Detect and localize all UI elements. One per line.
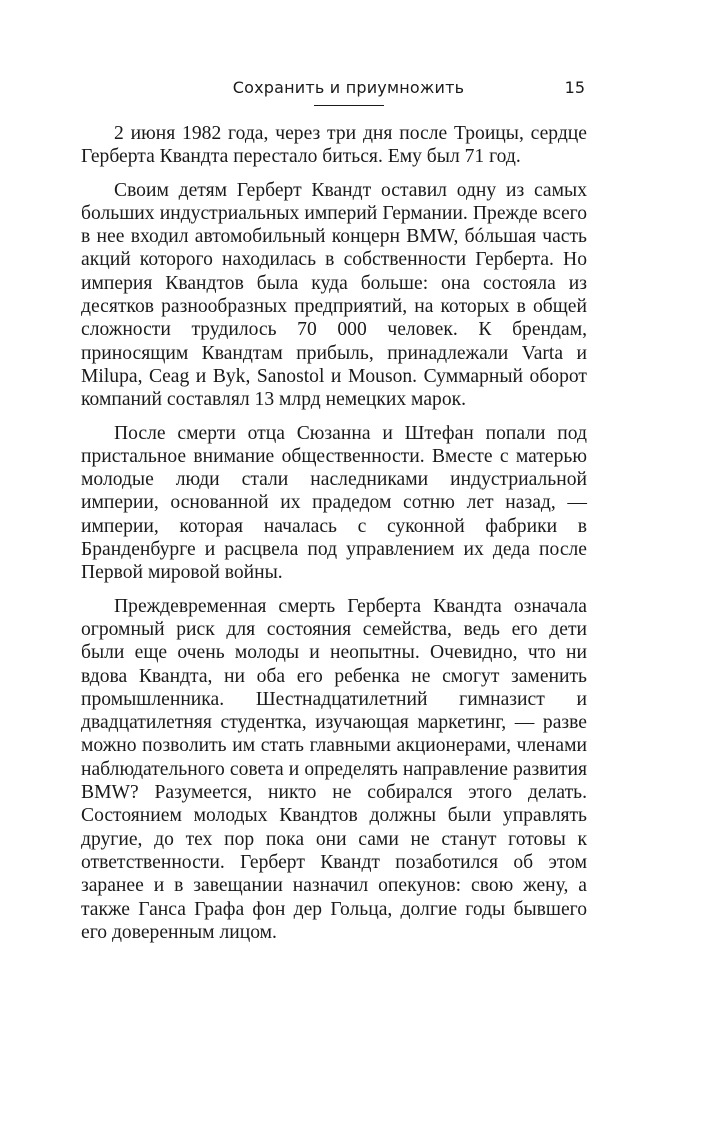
body-text: [81, 122, 587, 954]
header-rule: [314, 105, 384, 106]
paragraph: Своим детям Герберт Квандт оставил одну из самых больших индустриальных империй Германии. Прежде всего в нее входил автомобильный концерн BMW, бóльшая часть акций которого находилась в собственности Герберта. Но империя Квандтов была куда больше: она состояла из десятков разнообразных предприятий, на которых в общей сложности трудилось 70 000 человек. К брендам, приносящим Квандтам прибыль, принадлежали Varta и Milupa, Ceag и Byk, Sanostol и Mouson. Суммарный оборот компаний составлял 13 млрд немецких марок.: [81, 179, 587, 411]
running-header: [112, 78, 585, 110]
paragraph: 2 июня 1982 года, через три дня после Троицы, сердце Герберта Квандта перестало биться. Ему был 71 год.: [81, 123, 587, 168]
paragraph: Преждевременная смерть Герберта Квандта означала огромный риск для состояния семейства, ведь его дети были еще очень молоды и неопытны. Очевидно, что ни вдова Квандта, ни оба его ребенка не смогут заменить промышленника. Шестнадцатилетний гимназист и двадцатилетняя студентка, изучающая маркетинг, — разве можно позволить им стать главными акционерами, членами наблюдательного совета и определять направление развития BMW? Разумеется, никто не собирался этого делать. Состоянием молодых Квандтов должны были управлять другие, до тех пор пока они сами не станут готовы к ответственности. Герберт Квандт позаботился об этом заранее и в завещании назначил опекунов: свою жену, а также Ганса Графа фон дер Гольца, долгие годы бывшего его доверенным лицом.: [81, 595, 587, 943]
running-title: Сохранить и приумножить: [232, 78, 465, 97]
paragraph: После смерти отца Сюзанна и Штефан попали под пристальное внимание общественности. Вместе с матерью молодые люди стали наследниками индустриальной империи, основанной их прадедом сотню лет назад, — империи, которая началась с суконной фабрики в Бранденбурге и расцвела под управлением их деда после Первой мировой войны.: [81, 422, 587, 584]
page-number: 15: [564, 78, 585, 97]
